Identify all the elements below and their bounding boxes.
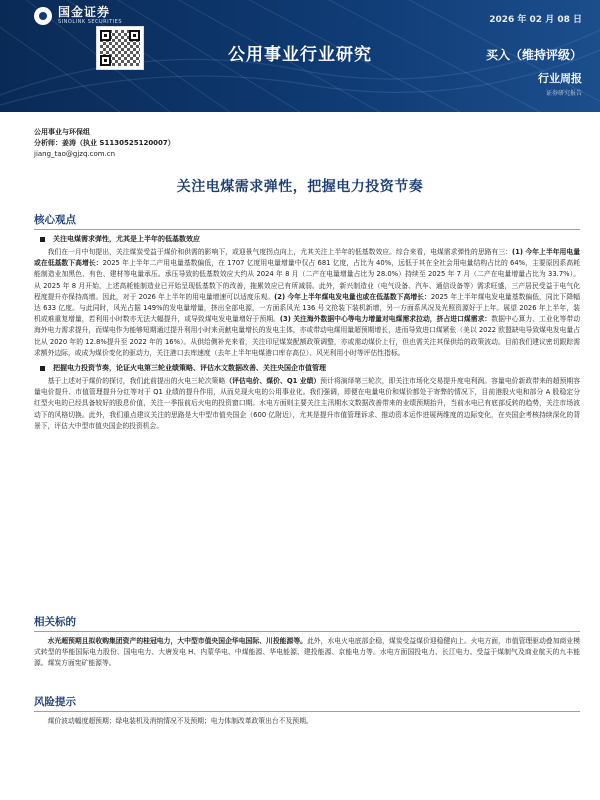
section-divider <box>34 711 580 712</box>
para1-seg-2: 2025 年上半年二产用电量基数偏低，在 1707 亿度用电量增量中仅占 681 亿度，占比为 40%，远低于其在全社会用电量结构占比的 64%，主要原因系高耗能制造业加黑色、有色、建材等电量承压。承压导致的低基数效应大约从 2024 年 8 月（二产在电量增量占比为 28.0%）持续至 2025 年 7 月（二产在电量增量占比为 33.7%）。从 2025 年 8 月开始，上述高耗能制造业已开始呈现低基数下的改善，拖累效应已有所减弱。此外，新兴制造业（电气设备、汽车、通信设备等）需求旺盛，三产居民受益于电气化程度提升亦保持高增。因此，对于 2026 年上半年的用电量增速可以适度乐观。 <box>34 259 580 301</box>
report-subtype: 证券研究报告 <box>545 90 582 97</box>
related-paragraph <box>34 636 580 670</box>
sector-name: 公用事业与环保组 <box>34 128 90 136</box>
logo-name: 国金证券 <box>58 5 111 19</box>
core-view-heading: 核心观点 <box>34 214 76 226</box>
risk-heading: 风险提示 <box>34 696 76 708</box>
bullet-2-text: 把握电力投资节奏，论证火电第三轮业绩策略、评估水文数据改善、关注央国企市值管理 <box>53 364 326 373</box>
qr-code <box>96 26 144 70</box>
core-view-bullet-2 <box>34 363 580 373</box>
section-divider <box>34 631 580 632</box>
risk-section <box>34 694 580 727</box>
report-header-banner <box>0 0 600 112</box>
logo-emblem-icon <box>34 7 52 25</box>
related-stocks-section <box>34 614 580 670</box>
company-logo <box>34 6 122 25</box>
report-type: 行业周报 <box>538 72 582 85</box>
report-title: 关注电煤需求弹性，把握电力投资节奏 <box>176 179 424 195</box>
para2-seg-2: 预计将演绎第三轮次，即关注市场化交易提升度电利润。容量电价新政带来的超预期容量电价提升、市值管理提升分红等对于 Q1 业绩的提升作用，从而兑现火电的公用事业化。我们强调，即便在电量电价和煤价都处于寄弊的情况下，目前港股火电和部分 A 股稳定分红型火电的已经具备较好的股息价值，关注一季报前后火电的投资窗口期。水电方面则主要关注主汛期水文数据改善带来的业绩预期抬升，当前水电已有底部反转的趋势，关注市场波动下的风格切换。此外，我们重点建议关注的思路是大中型市值央国企（600 亿附近），尤其是提升市值管理诉求、推动资本运作进展两维度的边际变化，在央国企考核持续深化的背景下，评估大中型市值央国企的投资机会。 <box>34 377 581 430</box>
core-view-paragraph-1 <box>34 247 580 359</box>
para1-seg-5: (3) 关注海外数据中心等电力增量对电煤需求拉动，挤占进口煤需求： <box>279 315 492 324</box>
logo-english-name: SINOLINK SECURITIES <box>58 19 122 25</box>
core-view-section <box>34 212 580 432</box>
risk-paragraph: 煤价波动幅度超预期；绿电装机及消纳情况不及预期；电力体制改革政策出台不及预期。 <box>47 717 313 725</box>
para2-seg-0: 基于上述对于煤价的探讨，我们此前提出的火电三轮次策略 <box>47 377 226 386</box>
para1-seg-0: 我们在一月中旬提出，关注煤炭受益于煤价和供需的影响下，或迎景气度拐点向上，尤其关注上半年的低基数效应。综合来看，电煤需求弹性的思路有三： <box>47 248 513 256</box>
related-seg-0: 水光超预期且拟收购集团资产的桂冠电力，大中型市值央国企华电国际、川投能源等。 <box>47 637 307 645</box>
analyst-info <box>34 127 175 160</box>
related-heading: 相关标的 <box>34 616 76 628</box>
bullet-1-text: 关注电煤需求弹性，尤其是上半年的低基数效应 <box>53 235 200 243</box>
para2-seg-1: （评估电价、煤价、Q1 业绩） <box>225 377 321 386</box>
square-bullet-icon <box>40 237 45 242</box>
analyst-email[interactable]: jiang_tao@gjzq.com.cn <box>34 150 116 158</box>
para1-seg-1: (1) 今年上半年用电量或在低基数下高增长： <box>34 248 580 268</box>
report-date: 2026 年 02 月 08 日 <box>489 15 582 25</box>
core-view-paragraph-2 <box>34 376 580 432</box>
square-bullet-icon <box>40 366 45 371</box>
investment-rating: 买入（维持评级） <box>485 48 582 62</box>
core-view-bullet-1 <box>34 234 580 244</box>
section-divider <box>34 229 580 230</box>
industry-title: 公用事业行业研究 <box>228 45 372 65</box>
analyst-name: 分析师：姜涛（执业 S1130525120007） <box>34 139 175 147</box>
para1-seg-4: 2025 年上半年煤电发电量基数偏低，同比下降幅达 633 亿度。与此同时，风光占据 149%的发电量增量，挤出全部电源，一方面系风光 136 号文抢装下装机新增，另一方面系风况及光照资源好于上年。展望 2026 年上半年，装机或难重复增量，若利用小时数亦无法大幅提升，或导致煤电发电量增好于预期。 <box>34 292 580 324</box>
related-seg-1: 此外，水电火电底部企稳，煤炭受益煤价迎稳健向上。火电方面，市值管理驱动叠加商业模式转型的华能国际电力股份、国电电力、大唐发电 H、内蒙华电、中煤能源、华电能源、建投能源、京能电力等。水电方面国投电力、长江电力。受益于煤制气及商业航天的九丰能源。煤炭方面宪矿能源等。 <box>34 637 580 668</box>
para1-seg-6: 数据中心算力、工业化等带动海外电力需求提升，而煤电作为能够短期通过提升利用小时来贡献电量增长的发电主体，亦或带动电煤用量超预期增长，进而导致进口煤紧张（美以 2022 欧盟缺电导致煤电发电量占比从 2020 年的 12.8%提升至 2022 年的 16%）。从供给侧补充来看，关注印尼煤炭配额政策调整，亦或需动煤价上行，但也需关注其保供给的政策波动。目前我们建议密切跟踪需求额外边际，或成为煤价变化的驱动力，关注港口去库速度（去年上半年电煤港口库存高位）、风光利用小时等评估性指标。 <box>34 315 580 357</box>
para1-seg-3: (2) 今年上半年煤电发电量也或在低基数下高增长： <box>274 292 431 301</box>
